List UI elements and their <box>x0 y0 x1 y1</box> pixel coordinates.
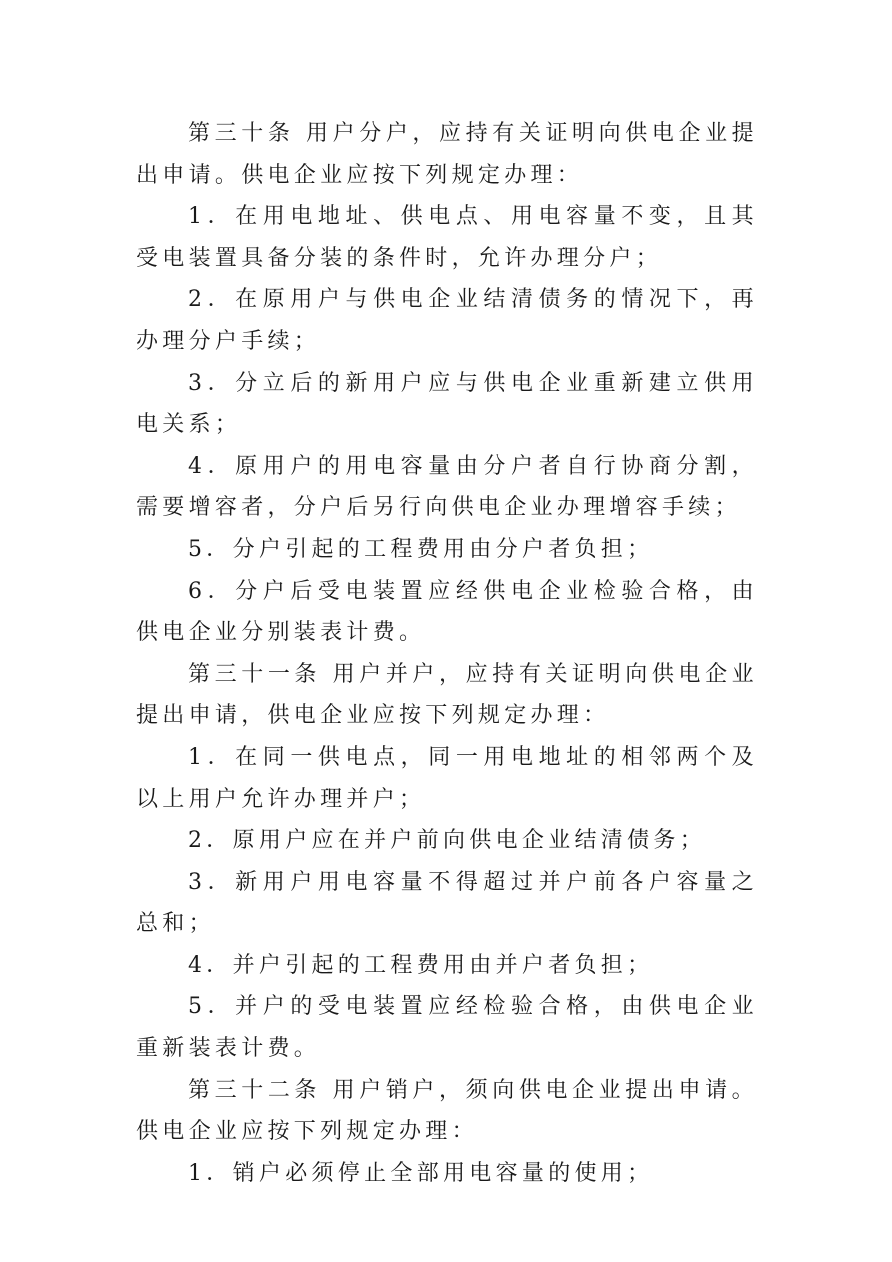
article-32-heading: 第三十二条 用户销户，须向供电企业提出申请。供电企业应按下列规定办理： <box>136 1077 758 1145</box>
article-30-item-6: 6．分户后受电装置应经供电企业检验合格，由供电企业分别装表计费。 <box>136 578 758 646</box>
article-31-item-1: 1．在同一供电点，同一用电地址的相邻两个及以上用户允许办理并户； <box>136 744 758 812</box>
article-32-item-1: 1．销户必须停止全部用电容量的使用； <box>188 1160 654 1186</box>
document-body <box>136 113 758 1194</box>
article-30-item-3: 3．分立后的新用户应与供电企业重新建立供用电关系； <box>136 370 758 438</box>
article-30-item-1: 1．在用电地址、供电点、用电容量不变，且其受电装置具备分装的条件时，允许办理分户； <box>136 204 758 271</box>
article-30-item-5: 5．分户引起的工程费用由分户者负担； <box>188 536 654 562</box>
article-31-item-3: 3．新用户用电容量不得超过并户前各户容量之总和； <box>136 869 758 937</box>
article-31-item-5: 5．并户的受电装置应经检验合格，由供电企业重新装表计费。 <box>136 994 758 1062</box>
article-30-item-2: 2．在原用户与供电企业结清债务的情况下，再办理分户手续； <box>136 287 758 354</box>
article-31-item-2: 2．原用户应在并户前向供电企业结清债务； <box>188 828 706 854</box>
article-31-item-4: 4．并户引起的工程费用由并户者负担； <box>188 952 654 978</box>
article-30-item-4: 4．原用户的用电容量由分户者自行协商分割，需要增容者，分户后另行向供电企业办理增容手续； <box>136 453 758 521</box>
article-31-heading: 第三十一条 用户并户，应持有关证明向供电企业提出申请，供电企业应按下列规定办理： <box>136 661 758 729</box>
article-30-heading: 第三十条 用户分户，应持有关证明向供电企业提出申请。供电企业应按下列规定办理： <box>136 121 758 188</box>
